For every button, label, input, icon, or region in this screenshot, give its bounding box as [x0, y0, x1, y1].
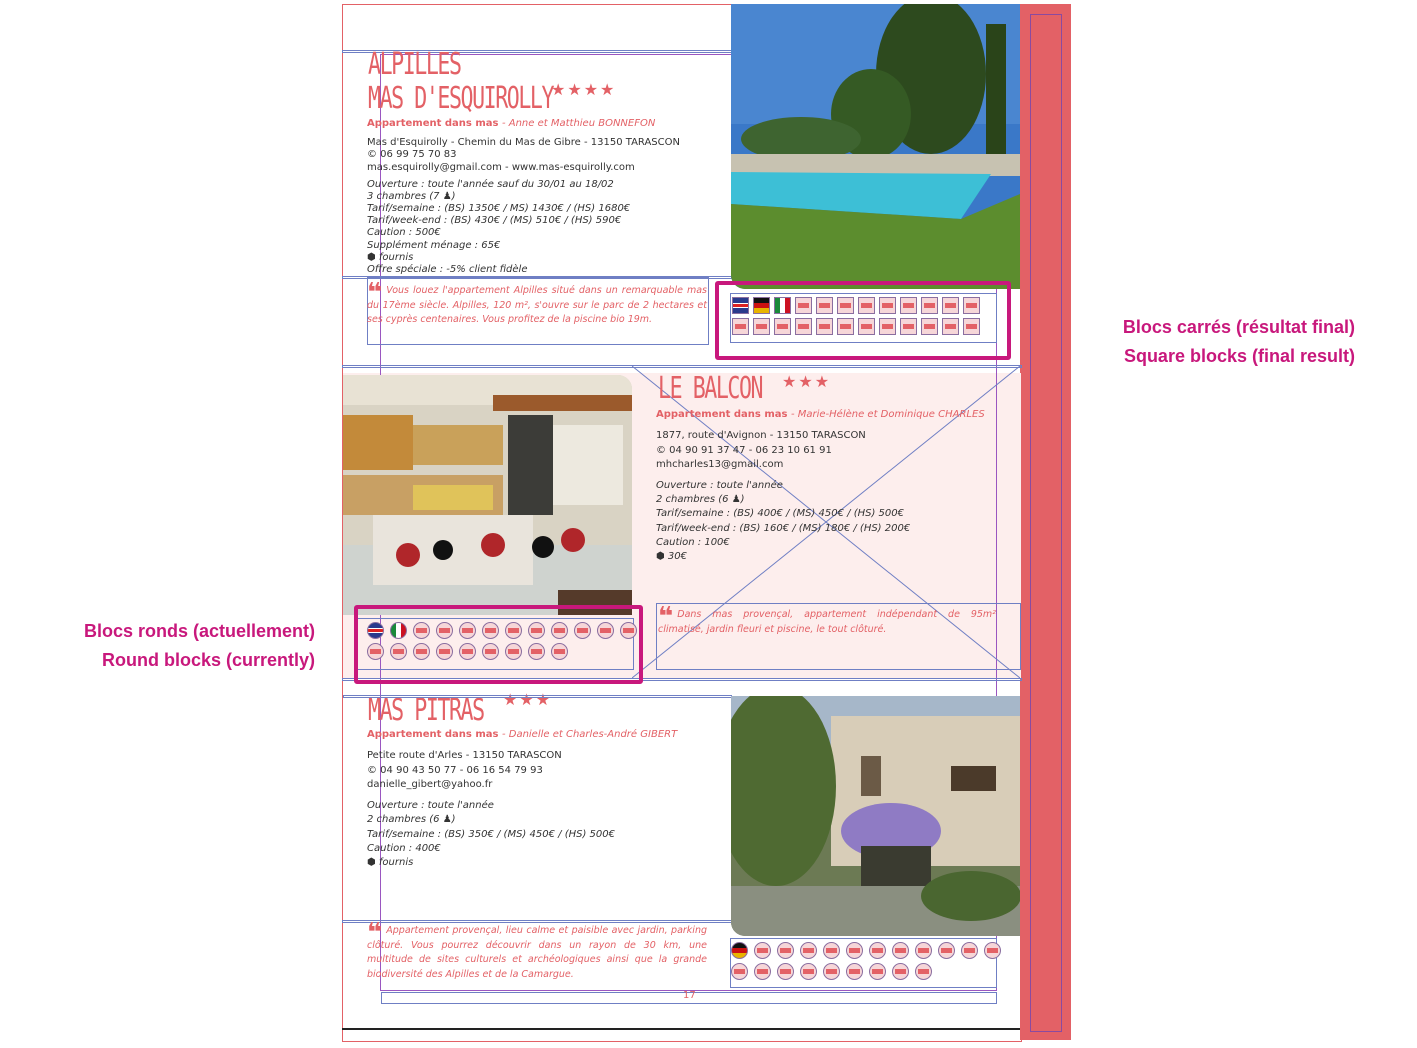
annotation-en: Square blocks (final result)	[1123, 346, 1355, 366]
listing-1-title-line-1: ALPILLES	[368, 47, 461, 82]
listing-2-detail: Caution : 100€	[656, 537, 730, 548]
listing-1-stars: ★★★★	[551, 80, 617, 99]
amenity-icon	[846, 942, 863, 959]
listing-2-detail: Ouverture : toute l'année	[656, 480, 783, 491]
amenity-icon	[777, 963, 794, 980]
page-number: 17	[683, 990, 696, 1001]
heart-icon	[892, 942, 909, 959]
annotation-en: Round blocks (currently)	[101, 650, 315, 670]
courtyard-image	[731, 696, 1020, 936]
listing-1-detail: Offre spéciale : -5% client fidèle	[367, 264, 528, 275]
quote-mark-icon: ❝	[367, 918, 383, 948]
listing-3-detail: 2 chambres (6 ♟)	[367, 814, 456, 825]
listing-3-photo	[731, 696, 1020, 936]
listing-1-photo	[731, 4, 1020, 289]
listing-1-web: mas.esquirolly@gmail.com - www.mas-esquirolly.com	[367, 162, 635, 173]
amenity-icon	[869, 942, 886, 959]
amenity-icon	[915, 963, 932, 980]
quote-mark-icon: ❝	[367, 278, 383, 308]
round-blocks-annotation	[20, 617, 315, 675]
listing-1-detail: 3 chambres (7 ♟)	[367, 191, 456, 202]
listing-1-title-line-2: MAS D'ESQUIROLLY	[368, 81, 554, 116]
amenity-icon	[984, 942, 1001, 959]
amenity-icon	[731, 963, 748, 980]
listing-1-detail: Ouverture : toute l'année sauf du 30/01 au 18/02	[367, 179, 614, 190]
pool-image	[731, 4, 1020, 289]
listing-3-web: danielle_gibert@yahoo.fr	[367, 779, 493, 790]
listing-2-detail: ⬢ 30€	[656, 551, 687, 562]
listing-2-quote: ❝ Dans mas provençal, appartement indépendant de 95m² climatisé, jardin fleuri et piscine, le tout clôturé.	[658, 602, 996, 635]
living-room-image	[343, 375, 632, 615]
listing-3-address: Petite route d'Arles - 13150 TARASCON	[367, 750, 562, 761]
bleed-guide	[1030, 14, 1062, 1032]
listing-3-detail: Caution : 400€	[367, 843, 441, 854]
listing-2-detail: 2 chambres (6 ♟)	[656, 494, 745, 505]
listing-2-subtitle: Appartement dans mas - Marie-Hélène et Dominique CHARLES	[656, 409, 985, 420]
listing-1-detail: ⬢ fournis	[367, 252, 414, 263]
listing-3-stars: ★★★	[503, 690, 553, 709]
listing-3-detail: Tarif/semaine : (BS) 350€ / (MS) 450€ / (HS) 500€	[367, 829, 615, 840]
listing-2-title: LE BALCON	[658, 371, 763, 406]
amenity-icon	[869, 963, 886, 980]
amenity-icon	[754, 963, 771, 980]
listing-1-address: Mas d'Esquirolly - Chemin du Mas de Gibre - 13150 TARASCON	[367, 137, 680, 148]
listing-1-detail: Tarif/week-end : (BS) 430€ / (MS) 510€ / (HS) 590€	[367, 215, 622, 226]
listing-2-address: 1877, route d'Avignon - 13150 TARASCON	[656, 430, 866, 441]
square-blocks-highlight	[715, 281, 1011, 360]
listing-3-quote: ❝ Appartement provençal, lieu calme et paisible avec jardin, parking clôturé. Vous pourrez découvrir dans un rayon de 30 km, une multitude de sites culturels et archéologiques ainsi que la grande biodiversité des Alpilles et de la Camargue.	[367, 918, 707, 980]
annotation-fr: Blocs ronds (actuellement)	[83, 621, 315, 641]
quote-mark-icon: ❝	[658, 602, 674, 632]
round-blocks-highlight	[354, 605, 643, 684]
listing-2-web: mhcharles13@gmail.com	[656, 459, 784, 470]
amenity-icon	[777, 942, 794, 959]
listing-3-icons	[731, 942, 1006, 982]
amenity-icon	[892, 963, 909, 980]
listing-2-detail: Tarif/semaine : (BS) 400€ / (MS) 450€ / (HS) 500€	[656, 508, 904, 519]
listing-2-stars: ★★★	[782, 372, 832, 391]
listing-1-detail: Tarif/semaine : (BS) 1350€ / MS) 1430€ / (HS) 1680€	[367, 203, 631, 214]
annotation-fr: Blocs carrés (résultat final)	[1122, 317, 1355, 337]
listing-3-detail: Ouverture : toute l'année	[367, 800, 494, 811]
listing-3-subtitle: Appartement dans mas - Danielle et Charles-André GIBERT	[367, 729, 678, 740]
amenity-icon	[800, 942, 817, 959]
listing-1-subtitle: Appartement dans mas - Anne et Matthieu BONNEFON	[367, 118, 656, 129]
germany-flag-icon	[731, 942, 748, 959]
listing-2-phone: © 04 90 91 37 47 - 06 23 10 61 91	[656, 445, 832, 456]
amenity-icon	[961, 942, 978, 959]
amenity-icon	[938, 942, 955, 959]
listing-1-detail: Caution : 500€	[367, 227, 441, 238]
square-blocks-annotation	[1060, 313, 1355, 371]
amenity-icon	[754, 942, 771, 959]
amenity-icon	[846, 963, 863, 980]
amenity-icon	[800, 963, 817, 980]
amenity-icon	[823, 942, 840, 959]
amenity-icon	[915, 942, 932, 959]
listing-1-quote: ❝ Vous louez l'appartement Alpilles situé dans un remarquable mas du 17ème siècle. Alpilles, 120 m², s'ouvre sur le parc de 2 hectares et ses cyprès centenaires. Vous profitez de la piscine bio 19m.	[367, 278, 707, 325]
listing-3-title: MAS PITRAS	[368, 693, 484, 728]
listing-1-detail: Supplément ménage : 65€	[367, 240, 501, 251]
listing-1-phone: © 06 99 75 70 83	[367, 149, 457, 160]
listing-2-detail: Tarif/week-end : (BS) 160€ / (MS) 180€ / (HS) 200€	[656, 523, 911, 534]
listing-3-phone: © 04 90 43 50 77 - 06 16 54 79 93	[367, 765, 543, 776]
listing-2-photo	[343, 375, 632, 615]
listing-3-detail: ⬢ fournis	[367, 857, 414, 868]
amenity-icon	[823, 963, 840, 980]
